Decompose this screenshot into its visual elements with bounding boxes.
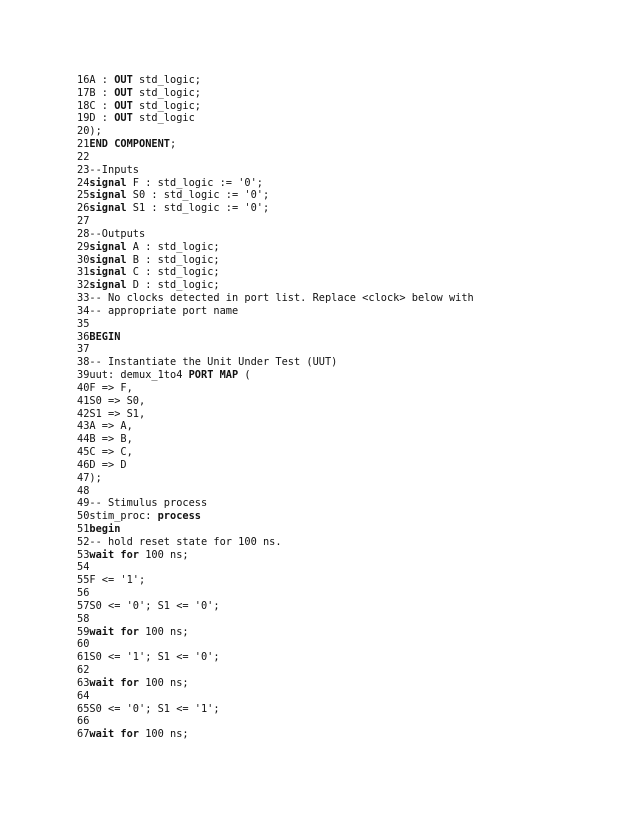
code-text: 63: [77, 676, 90, 689]
code-line: [77, 510, 617, 523]
code-line: [77, 459, 617, 472]
code-text: 31: [77, 266, 90, 279]
code-text: 36: [77, 330, 90, 343]
code-keyword: OUT: [114, 86, 133, 99]
code-line: [77, 125, 617, 138]
code-text: 16A :: [77, 74, 115, 86]
code-text: 100 ns;: [139, 625, 189, 638]
code-keyword: signal: [89, 189, 127, 202]
code-line: [77, 587, 617, 600]
code-text: 46D => D: [77, 458, 127, 471]
code-text: 27: [77, 215, 90, 228]
code-line: [77, 318, 617, 331]
code-line: [77, 497, 617, 510]
code-text: 62: [77, 664, 90, 677]
code-line: [77, 703, 617, 716]
code-line: [77, 202, 617, 215]
code-text: 53: [77, 548, 90, 561]
code-keyword: signal: [89, 279, 127, 292]
code-text: 29: [77, 240, 90, 253]
code-text: (: [238, 369, 251, 382]
code-line: [77, 382, 617, 395]
code-line: [77, 331, 617, 344]
code-line: [77, 613, 617, 626]
code-text: 34-- appropriate port name: [77, 304, 239, 317]
code-text: 39uut: demux_1to4: [77, 369, 189, 382]
code-keyword: process: [157, 510, 201, 523]
code-keyword: begin: [89, 522, 121, 535]
code-text: 30: [77, 253, 90, 266]
code-text: 28--Outputs: [77, 227, 146, 240]
code-line: [77, 728, 617, 741]
code-line: [77, 626, 617, 639]
code-line: [77, 472, 617, 485]
code-text: 67: [77, 728, 90, 741]
code-line: [77, 600, 617, 613]
code-keyword: signal: [89, 266, 127, 279]
code-keyword: wait for: [89, 728, 140, 741]
code-keyword: signal: [89, 202, 127, 215]
code-line: [77, 356, 617, 369]
code-line: [77, 690, 617, 703]
code-keyword: wait for: [89, 548, 140, 561]
code-line: [77, 638, 617, 651]
code-text: ;: [170, 138, 177, 151]
code-text: B : std_logic;: [126, 253, 220, 266]
code-line: [77, 164, 617, 177]
code-line: [77, 87, 617, 100]
code-line: [77, 228, 617, 241]
code-text: 32: [77, 279, 90, 292]
code-text: 55F <= '1';: [77, 574, 146, 587]
code-text: 100 ns;: [139, 676, 189, 689]
code-text: std_logic;: [132, 74, 202, 86]
code-keyword: signal: [89, 240, 127, 253]
code-text: D : std_logic;: [126, 279, 220, 292]
code-line: [77, 74, 617, 87]
code-line: [77, 177, 617, 190]
code-line: [77, 292, 617, 305]
code-line: [77, 241, 617, 254]
code-line: [77, 715, 617, 728]
code-line: [77, 215, 617, 228]
code-text: 49-- Stimulus process: [77, 497, 208, 510]
code-text: std_logic;: [132, 99, 202, 112]
code-line: [77, 420, 617, 433]
code-text: C : std_logic;: [126, 266, 220, 279]
code-text: 54: [77, 561, 90, 574]
code-text: 60: [77, 638, 90, 651]
code-line: [77, 651, 617, 664]
code-text: 47);: [77, 471, 102, 484]
code-text: 100 ns;: [139, 548, 189, 561]
code-keyword: END COMPONENT: [89, 138, 170, 151]
code-line: [77, 561, 617, 574]
code-text: 50stim_proc:: [77, 510, 158, 523]
code-line: [77, 485, 617, 498]
code-line: [77, 189, 617, 202]
code-text: std_logic: [132, 112, 195, 125]
code-listing: [77, 74, 617, 741]
code-line: [77, 395, 617, 408]
code-text: 64: [77, 689, 90, 702]
code-text: 38-- Instantiate the Unit Under Test (UUT): [77, 356, 338, 369]
code-line: [77, 664, 617, 677]
code-text: 66: [77, 715, 90, 728]
code-line: [77, 677, 617, 690]
code-keyword: wait for: [89, 625, 140, 638]
code-text: 17B :: [77, 86, 115, 99]
code-text: 35: [77, 317, 90, 330]
code-text: 19D :: [77, 112, 115, 125]
code-text: 61S0 <= '1'; S1 <= '0';: [77, 651, 220, 664]
code-text: 22: [77, 150, 90, 163]
code-line: [77, 523, 617, 536]
code-text: 37: [77, 343, 90, 356]
code-keyword: OUT: [114, 99, 133, 112]
code-line: [77, 369, 617, 382]
code-line: [77, 100, 617, 113]
code-text: 48: [77, 484, 90, 497]
code-text: 45C => C,: [77, 446, 133, 459]
code-text: 18C :: [77, 99, 115, 112]
code-keyword: wait for: [89, 676, 140, 689]
code-text: 65S0 <= '0'; S1 <= '1';: [77, 702, 220, 715]
code-line: [77, 254, 617, 267]
code-text: 26: [77, 202, 90, 215]
code-line: [77, 151, 617, 164]
code-text: 25: [77, 189, 90, 202]
code-text: std_logic;: [132, 86, 202, 99]
code-keyword: OUT: [114, 74, 133, 86]
code-line: [77, 536, 617, 549]
code-line: [77, 266, 617, 279]
code-text: 51: [77, 522, 90, 535]
code-keyword: signal: [89, 176, 127, 189]
code-line: [77, 574, 617, 587]
code-text: S0 : std_logic := '0';: [126, 189, 270, 202]
code-text: 52-- hold reset state for 100 ns.: [77, 535, 282, 548]
code-line: [77, 408, 617, 421]
code-line: [77, 549, 617, 562]
code-keyword: OUT: [114, 112, 133, 125]
code-line: [77, 343, 617, 356]
code-text: 20);: [77, 125, 102, 138]
code-line: [77, 279, 617, 292]
code-text: 57S0 <= '0'; S1 <= '0';: [77, 599, 220, 612]
code-text: 33-- No clocks detected in port list. Replace <clock> below with: [77, 292, 474, 305]
code-line: [77, 446, 617, 459]
code-text: 42S1 => S1,: [77, 407, 146, 420]
code-keyword: PORT MAP: [188, 369, 239, 382]
code-line: [77, 433, 617, 446]
code-text: 59: [77, 625, 90, 638]
code-keyword: signal: [89, 253, 127, 266]
code-line: [77, 305, 617, 318]
code-text: 24: [77, 176, 90, 189]
code-text: 58: [77, 612, 90, 625]
code-text: 100 ns;: [139, 728, 189, 741]
code-text: 40F => F,: [77, 381, 133, 394]
code-text: 43A => A,: [77, 420, 133, 433]
code-text: 23--Inputs: [77, 163, 139, 176]
code-keyword: BEGIN: [89, 330, 121, 343]
code-line: [77, 138, 617, 151]
code-text: 56: [77, 587, 90, 600]
code-text: 44B => B,: [77, 433, 133, 446]
code-text: F : std_logic := '0';: [126, 176, 263, 189]
code-text: A : std_logic;: [126, 240, 220, 253]
code-text: 21: [77, 138, 90, 151]
code-text: S1 : std_logic := '0';: [126, 202, 270, 215]
code-text: 41S0 => S0,: [77, 394, 146, 407]
code-line: [77, 112, 617, 125]
